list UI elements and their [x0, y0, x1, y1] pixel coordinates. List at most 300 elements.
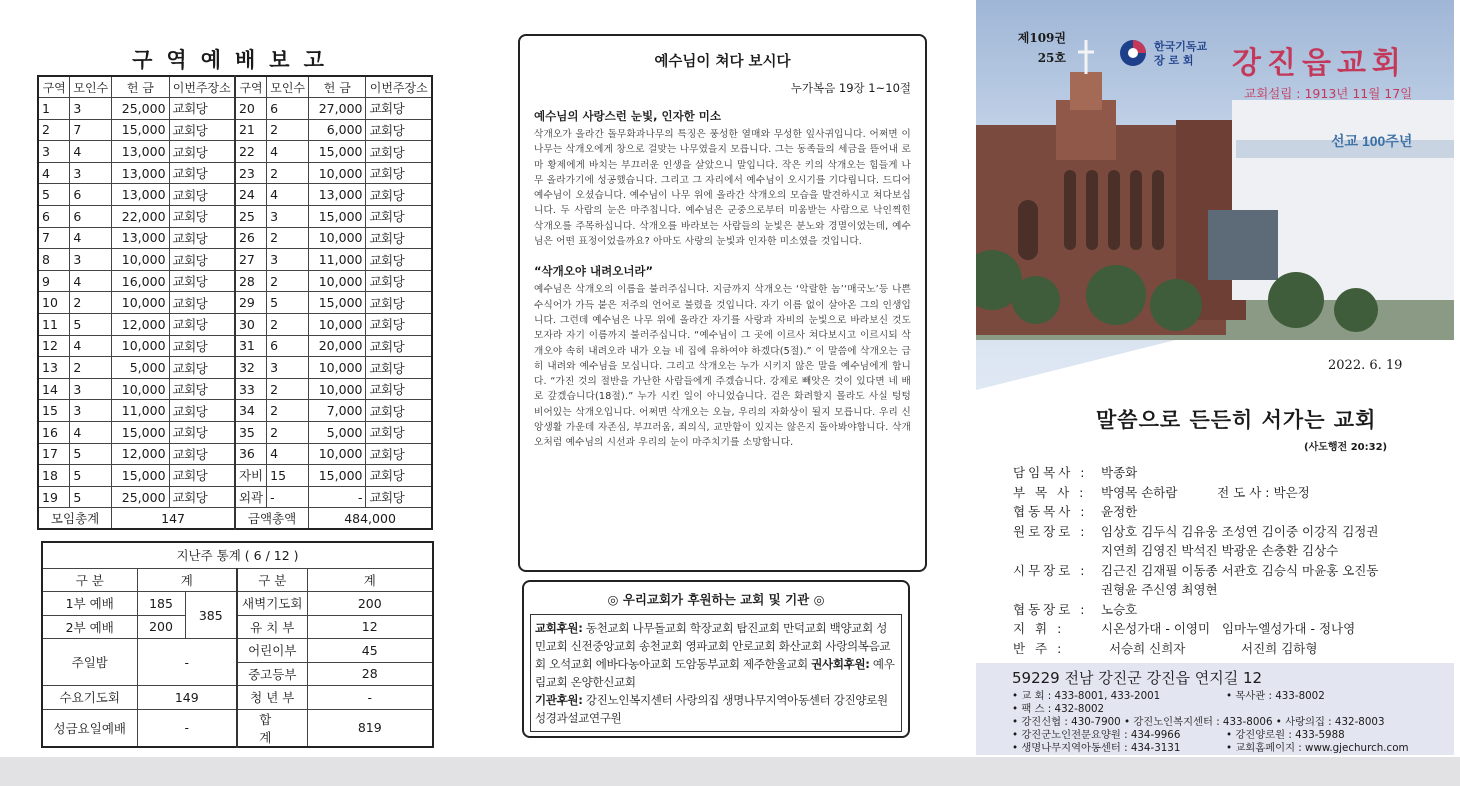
- contact-line: [1012, 690, 1442, 703]
- staff-row: [1013, 639, 1443, 659]
- report-cell: 10,000: [309, 270, 366, 292]
- report-cell: 22: [235, 141, 267, 163]
- report-cell: 5,000: [309, 422, 366, 444]
- supported-list: [530, 614, 902, 732]
- staff-role: 협동목사 :: [1013, 504, 1088, 519]
- report-cell: 35: [235, 422, 267, 444]
- scan-edge: [0, 757, 1460, 786]
- report-cell: 2: [70, 357, 112, 379]
- staff-row: [1013, 463, 1443, 483]
- report-cell: 3: [70, 249, 112, 271]
- report-cell: 교회당: [169, 162, 235, 184]
- report-header-row: [38, 76, 432, 98]
- report-cell: 교회당: [366, 486, 432, 508]
- report-row: [38, 443, 432, 465]
- sermon-title: 예수님이 쳐다 보시다: [654, 54, 791, 70]
- issue-label: 25호: [1037, 51, 1066, 65]
- report-cell: 교회당: [169, 335, 235, 357]
- stats-cell: 계: [137, 568, 237, 592]
- report-row: [38, 357, 432, 379]
- report-cell: 15,000: [112, 119, 169, 141]
- founding-date: 교회설립 : 1913년 11월 17일: [1244, 86, 1413, 101]
- support-category-label: 권사회후원:: [811, 657, 870, 671]
- report-cell: 교회당: [366, 422, 432, 444]
- report-cell: 교회당: [366, 443, 432, 465]
- stats-cell: 구 분: [237, 568, 307, 592]
- report-cell: 21: [235, 119, 267, 141]
- report-cell: 교회당: [169, 206, 235, 228]
- report-cell: 3: [267, 357, 309, 379]
- report-cell: 2: [267, 227, 309, 249]
- stats-cell: 구 분: [42, 568, 137, 592]
- contact-item[interactable]: • 교회홈페이지 : www.gjechurch.com: [1226, 742, 1409, 754]
- staff-names: 지연희 김영진 박석진 박광운 손충환 김상수: [1101, 543, 1339, 558]
- report-cell: 교회당: [169, 422, 235, 444]
- support-category-text: 예우림교회 온양한신교회: [535, 657, 895, 689]
- staff-role: 담임목사 :: [1013, 465, 1088, 480]
- staff-row: [1013, 619, 1443, 639]
- report-cell: 11: [38, 314, 70, 336]
- report-cell: 7: [38, 227, 70, 249]
- report-cell: 교회당: [169, 184, 235, 206]
- stats-cell: 1부 예배: [42, 592, 137, 616]
- stats-cell: -: [307, 686, 433, 710]
- staff-role: 시무장로 :: [1013, 562, 1088, 578]
- stats-row: [42, 709, 433, 747]
- report-row: [38, 162, 432, 184]
- staff-row: [1013, 561, 1443, 581]
- report-cell: 16,000: [112, 270, 169, 292]
- report-cell: 교회당: [366, 184, 432, 206]
- report-row: [38, 98, 432, 120]
- staff-names: 김근진 김재필 이동종 서관호 김승식 마윤홍 오진동: [1101, 562, 1379, 578]
- report-cell: 교회당: [366, 335, 432, 357]
- contact-line: [1012, 703, 1442, 716]
- report-cell: 교회당: [169, 443, 235, 465]
- report-cell: 13,000: [112, 184, 169, 206]
- report-cell: 10,000: [309, 227, 366, 249]
- report-cell: 15,000: [309, 206, 366, 228]
- report-cell: 7,000: [309, 400, 366, 422]
- support-category-text: 강진노인복지센터 사랑의집 생명나무지역아동센터 강진양로원 성경과설교연구원: [535, 693, 888, 725]
- report-cell: 31: [235, 335, 267, 357]
- church-name: 강진읍교회: [1232, 46, 1407, 81]
- report-cell: 3: [38, 141, 70, 163]
- report-cell: 13,000: [112, 227, 169, 249]
- report-cell: 자비: [235, 465, 267, 487]
- report-cell: 13: [38, 357, 70, 379]
- report-cell: 교회당: [169, 400, 235, 422]
- report-cell: 2: [267, 119, 309, 141]
- report-cell: 외곽: [235, 486, 267, 508]
- report-cell: 교회당: [366, 98, 432, 120]
- report-cell: 26: [235, 227, 267, 249]
- report-cell: 27: [235, 249, 267, 271]
- volume-number: [1004, 28, 1066, 68]
- staff-row: [1013, 483, 1443, 503]
- denomination: [1154, 40, 1224, 68]
- total-amount: 484,000: [309, 508, 432, 530]
- report-cell: 28: [235, 270, 267, 292]
- sermon-box: [518, 34, 927, 572]
- report-cell: 12: [38, 335, 70, 357]
- report-cell: 4: [70, 335, 112, 357]
- report-cell: 15,000: [309, 292, 366, 314]
- stats-cell: 수요기도회: [42, 686, 137, 710]
- report-cell: 33: [235, 378, 267, 400]
- stats-row: [42, 568, 433, 592]
- volume-label: 제109권: [1017, 31, 1066, 45]
- report-cell: 4: [267, 141, 309, 163]
- report-cell: 4: [70, 227, 112, 249]
- stats-cell: 385: [185, 592, 237, 639]
- contact-item: • 강진신협 : 430-7900 • 강진노인복지센터 : 433-8006 • 사랑의집 : 432-8003: [1012, 716, 1385, 728]
- staff-row: [1013, 600, 1443, 620]
- stats-cell: 중고등부: [237, 662, 307, 686]
- report-row: [38, 227, 432, 249]
- report-cell: 교회당: [169, 486, 235, 508]
- total-count: 147: [112, 508, 235, 530]
- stats-row: [42, 639, 433, 663]
- church-logo-icon: [1119, 39, 1147, 67]
- stats-cell: 유 치 부: [237, 615, 307, 639]
- report-cell: 34: [235, 400, 267, 422]
- report-cell: 6: [70, 206, 112, 228]
- report-cell: 15,000: [309, 141, 366, 163]
- bulletin-date: 2022. 6. 19: [1328, 358, 1403, 373]
- report-cell: 교회당: [366, 270, 432, 292]
- report-cell: 10,000: [112, 335, 169, 357]
- stats-row: [42, 592, 433, 616]
- report-cell: 4: [70, 141, 112, 163]
- report-cell: 13,000: [112, 162, 169, 184]
- report-row: [38, 314, 432, 336]
- contact-item: • 생명나무지역아동센터 : 434-3131: [1012, 742, 1181, 754]
- report-cell: 10,000: [309, 357, 366, 379]
- stats-cell: -: [137, 639, 237, 686]
- report-cell: 12,000: [112, 443, 169, 465]
- sermon-paragraph-2: 예수님은 삭개오의 이름을 불러주십니다. 지금까지 삭개오는 ‘악랄한 놈’‘매국노’등 나쁜 수식어가 가득 붙은 저주의 언어로 불렸을 것입니다. 자기 이름 없이 살아온 그의 인생입니다. 그런데 예수님은 나무 위에 올라간 자기를 사랑과 자비의 눈빛으로 바라보신 것도 모자라 자기 이름까지 불러주십니다. “예수님이 그 곳에 이르사 쳐다보시고 이르시되 삭개오야 속히 내려오라 내가 오늘 네 집에 유하여야 하겠다(5절).” 이 말씀에 삭개오는 급히 내려와 예수님을 모십니다. 그리고 삭개오는 누가 시키지 않은 말을 예수님에게 합니다. “가진 것의 절반을 가난한 사람들에게 주겠습니다. 강제로 빼앗은 것이 있다면 네 배로 갚겠습니다(18절).” 누가 시킨 일이 아니었습니다. 겉은 화려할지 몰라도 사실 텅텅 비어있는 삭개오입니다. 어쩌면 삭개오는 오늘, 우리의 자화상이 될지 모릅니다. 우리 신앙생활 가운데 자존심, 부끄러움, 죄의식, 교만함이 있지는 않은지 돌아봐야합니다. 삭개오처럼 예수님의 시선과 우리의 눈이 마주치기를 소망합니다.: [534, 284, 911, 449]
- report-cell: 5: [70, 465, 112, 487]
- staff-names: 시온성가대 - 이영미 임마누엘성가대 - 정나영: [1101, 621, 1356, 636]
- report-cell: 4: [38, 162, 70, 184]
- report-row: [38, 378, 432, 400]
- report-cell: 29: [235, 292, 267, 314]
- report-row: [38, 206, 432, 228]
- report-cell: 10,000: [112, 378, 169, 400]
- stats-row: [42, 686, 433, 710]
- report-cell: 교회당: [366, 292, 432, 314]
- contact-line: [1012, 742, 1442, 755]
- report-cell: 교회당: [169, 314, 235, 336]
- left-panel: [0, 0, 470, 757]
- staff-row: [1013, 580, 1443, 600]
- contact-item: • 강진군노인전문요양원 : 434-9966: [1012, 729, 1181, 741]
- report-cell: 교회당: [366, 249, 432, 271]
- stats-cell: 2부 예배: [42, 615, 137, 639]
- report-cell: 교회당: [366, 206, 432, 228]
- report-body: [38, 98, 432, 508]
- supported-churches-box: [522, 580, 910, 738]
- report-cell: 5: [70, 486, 112, 508]
- stats-cell: 새벽기도회: [237, 592, 307, 616]
- stats-cell: 28: [307, 662, 433, 686]
- report-cell: 3: [267, 206, 309, 228]
- report-cell: 24: [235, 184, 267, 206]
- report-cell: 11,000: [309, 249, 366, 271]
- report-cell: 교회당: [169, 378, 235, 400]
- report-cell: 27,000: [309, 98, 366, 120]
- staff-role: [1013, 541, 1101, 561]
- report-cell: 15,000: [112, 465, 169, 487]
- report-cell: 7: [70, 119, 112, 141]
- staff-names: 박영목 손하람 전 도 사 : 박은정: [1101, 484, 1310, 500]
- report-cell: 2: [267, 162, 309, 184]
- report-cell: 1: [38, 98, 70, 120]
- report-cell: 교회당: [169, 98, 235, 120]
- sermon-subheading-2: “삭개오야 내려오너라”: [534, 264, 654, 279]
- report-cell: 11,000: [112, 400, 169, 422]
- report-cell: 20,000: [309, 335, 366, 357]
- staff-role: 원로장로 :: [1013, 523, 1088, 539]
- report-cell: 6: [267, 98, 309, 120]
- report-cell: 3: [70, 162, 112, 184]
- report-cell: 교회당: [366, 357, 432, 379]
- report-row: [38, 292, 432, 314]
- cover-panel: [976, 0, 1454, 757]
- motto-reference: (사도행전 20:32): [1304, 442, 1388, 453]
- header-cell: 헌 금: [112, 76, 169, 98]
- report-cell: 교회당: [169, 292, 235, 314]
- report-cell: 3: [70, 400, 112, 422]
- report-cell: 5: [70, 314, 112, 336]
- cell-worship-report-title: 구역예배보고: [132, 47, 338, 72]
- report-cell: 교회당: [169, 249, 235, 271]
- staff-role: 협동장로 :: [1013, 601, 1088, 617]
- total-amount-label: 금액총액: [235, 508, 309, 530]
- stats-cell: 성금요일예배: [42, 709, 137, 747]
- stats-cell: -: [137, 709, 237, 747]
- report-cell: 교회당: [169, 227, 235, 249]
- report-cell: 6: [267, 335, 309, 357]
- report-row: [38, 465, 432, 487]
- report-row: [38, 119, 432, 141]
- report-row: [38, 141, 432, 163]
- report-cell: 15: [38, 400, 70, 422]
- report-cell: 10,000: [309, 443, 366, 465]
- header-cell: 이번주장소: [169, 76, 235, 98]
- report-cell: 교회당: [366, 465, 432, 487]
- sermon-panel: [490, 0, 960, 757]
- report-cell: 19: [38, 486, 70, 508]
- report-cell: 25: [235, 206, 267, 228]
- report-cell: 2: [267, 378, 309, 400]
- report-cell: 5: [70, 443, 112, 465]
- denomination-line-2: 장 로 회: [1154, 54, 1194, 67]
- stats-cell: 45: [307, 639, 433, 663]
- stats-cell: 계: [307, 568, 433, 592]
- contact-line: [1012, 716, 1442, 729]
- report-cell: 10,000: [309, 378, 366, 400]
- report-cell: 6: [38, 206, 70, 228]
- stats-cell: 합 계: [237, 709, 307, 747]
- stats-cell: 819: [307, 709, 433, 747]
- staff-names: 권형윤 주신영 최영현: [1101, 582, 1218, 597]
- staff-names: 서승희 신희자 서진희 김하형: [1101, 640, 1318, 656]
- report-cell: 6,000: [309, 119, 366, 141]
- contact-item: • 강진양로원 : 433-5988: [1226, 729, 1345, 741]
- report-cell: 교회당: [366, 378, 432, 400]
- header-cell: 모인수: [70, 76, 112, 98]
- total-label: 모임총계: [38, 508, 112, 530]
- report-cell: 14: [38, 378, 70, 400]
- report-cell: 교회당: [169, 119, 235, 141]
- support-category-text: 동천교회 나무돌교회 학장교회 탐진교회 만덕교회 백양교회 성민교회 신전중앙교회 송천교회 영파교회 안로교회 화산교회 사랑의복음교회 오석교회 에바다농아교회 도암동부교회 제주한울교회: [535, 621, 891, 671]
- report-cell: 10: [38, 292, 70, 314]
- staff-row: [1013, 502, 1443, 522]
- staff-role: 반 주 :: [1013, 640, 1065, 656]
- report-cell: -: [309, 486, 366, 508]
- denomination-line-1: 한국기독교: [1154, 40, 1208, 53]
- report-cell: 4: [70, 422, 112, 444]
- report-cell: 17: [38, 443, 70, 465]
- mission-banner: 선교 100주년: [1331, 133, 1413, 149]
- report-cell: 25,000: [112, 486, 169, 508]
- contact-line: [1012, 729, 1442, 742]
- support-category-label: 기관후원:: [535, 693, 583, 707]
- stats-title: 지난주 통계 ( 6 / 12 ): [42, 542, 433, 568]
- staff-role: [1013, 580, 1101, 600]
- weekly-stats-table: [41, 541, 434, 748]
- report-cell: 13,000: [112, 141, 169, 163]
- stats-cell: 200: [307, 592, 433, 616]
- contact-item: • 팩 스 : 432-8002: [1012, 703, 1105, 715]
- stats-title-row: [42, 542, 433, 568]
- report-cell: 9: [38, 270, 70, 292]
- report-row: [38, 270, 432, 292]
- report-cell: 4: [267, 184, 309, 206]
- report-cell: 교회당: [366, 119, 432, 141]
- report-cell: 교회당: [169, 270, 235, 292]
- contact-box: [976, 663, 1454, 755]
- staff-list: [1013, 463, 1443, 658]
- report-cell: 13,000: [309, 184, 366, 206]
- report-cell: 5: [267, 292, 309, 314]
- scripture-reference: 누가복음 19장 1~10절: [790, 81, 911, 95]
- report-cell: 12,000: [112, 314, 169, 336]
- report-cell: 20: [235, 98, 267, 120]
- report-cell: 교회당: [366, 400, 432, 422]
- header-cell: 구역: [235, 76, 267, 98]
- report-cell: 23: [235, 162, 267, 184]
- report-cell: 10,000: [112, 292, 169, 314]
- report-cell: 15: [267, 465, 309, 487]
- report-cell: 2: [267, 400, 309, 422]
- staff-row: [1013, 541, 1443, 561]
- staff-names: 윤정한: [1101, 504, 1138, 519]
- church-photo: [976, 0, 1454, 390]
- report-cell: 10,000: [112, 249, 169, 271]
- report-row: [38, 249, 432, 271]
- report-row: [38, 400, 432, 422]
- stats-row: [42, 615, 433, 639]
- report-cell: -: [267, 486, 309, 508]
- report-cell: 5,000: [112, 357, 169, 379]
- staff-names: 임상호 김두식 김유웅 조성연 김이중 이강직 김정권: [1101, 523, 1379, 539]
- staff-names: 박종화: [1101, 465, 1138, 480]
- sermon-paragraph-1: 삭개오가 올라간 돌무화과나무의 특징은 풍성한 열매와 무성한 잎사귀입니다. 어쩌면 이 나무는 삭개오에게 창으로 걸맞는 나무였을지 모릅니다. 그는 동족들의 세금을 뜯어내 로마 황제에게 바치는 부끄러운 인생을 살았으니 말입니다. 작은 키의 삭개오는 힘들게 나무 올라가기에 성공했습니다. 그리고 그 자리에서 예수님이 오시기를 기다립니다. 드디어 예수님이 오셨습니다. 예수님이 나무 위에 올라간 삭개오의 모습을 발견하시고 쳐다보십니다. 두 사람의 눈은 마주칩니다. 예수님은 군중으로부터 미움받는 사람으로 낙인찍힌 삭개오를 주목하십니다. 삭개오를 바라보는 사람들의 눈빛은 분노와 경멸이었는데, 예수님은 어떤 표정이었을까요? 아마도 사랑의 눈빛과 인자한 미소였을 것입니다.: [534, 129, 911, 248]
- stats-cell: 주일밤: [42, 639, 137, 686]
- report-row: [38, 335, 432, 357]
- report-cell: 22,000: [112, 206, 169, 228]
- report-cell: 36: [235, 443, 267, 465]
- report-cell: 교회당: [366, 162, 432, 184]
- report-cell: 18: [38, 465, 70, 487]
- header-cell: 구역: [38, 76, 70, 98]
- contact-list: [1012, 690, 1442, 755]
- staff-role: 부 목 사 :: [1013, 484, 1087, 500]
- report-cell: 교회당: [169, 357, 235, 379]
- stats-cell: 149: [137, 686, 237, 710]
- cell-worship-report-table: [37, 75, 433, 530]
- report-cell: 2: [267, 270, 309, 292]
- report-cell: 2: [38, 119, 70, 141]
- contact-item: • 교 회 : 433-8001, 433-2001: [1012, 690, 1161, 702]
- report-cell: 3: [267, 249, 309, 271]
- stats-cell: 185: [137, 592, 185, 616]
- stats-cell: 12: [307, 615, 433, 639]
- stats-cell: 200: [137, 615, 185, 639]
- stats-cell: 어린이부: [237, 639, 307, 663]
- staff-role: 지 휘 :: [1013, 621, 1065, 636]
- report-total-row: [38, 508, 432, 530]
- report-cell: 2: [70, 292, 112, 314]
- report-cell: 교회당: [366, 314, 432, 336]
- report-cell: 3: [70, 378, 112, 400]
- report-cell: 2: [267, 422, 309, 444]
- report-cell: 8: [38, 249, 70, 271]
- sermon-subheading-1: 예수님의 사랑스런 눈빛, 인자한 미소: [534, 109, 722, 123]
- report-cell: 4: [70, 270, 112, 292]
- support-category-label: 교회후원:: [535, 621, 583, 635]
- staff-names: 노승호: [1101, 601, 1138, 617]
- report-cell: 교회당: [366, 227, 432, 249]
- report-cell: 5: [38, 184, 70, 206]
- church-address: 59229 전남 강진군 강진읍 연지길 12: [1012, 669, 1263, 687]
- header-cell: 모인수: [267, 76, 309, 98]
- contact-item: • 목사관 : 433-8002: [1226, 690, 1325, 702]
- report-cell: 3: [70, 98, 112, 120]
- report-cell: 16: [38, 422, 70, 444]
- report-cell: 15,000: [112, 422, 169, 444]
- supported-title: ◎ 우리교회가 후원하는 교회 및 기관 ◎: [607, 592, 825, 607]
- report-cell: 32: [235, 357, 267, 379]
- report-row: [38, 422, 432, 444]
- report-cell: 6: [70, 184, 112, 206]
- report-cell: 교회당: [169, 465, 235, 487]
- report-cell: 15,000: [309, 465, 366, 487]
- staff-row: [1013, 522, 1443, 542]
- report-row: [38, 184, 432, 206]
- report-cell: 30: [235, 314, 267, 336]
- header-cell: 헌 금: [309, 76, 366, 98]
- report-row: [38, 486, 432, 508]
- report-cell: 25,000: [112, 98, 169, 120]
- stats-cell: 청 년 부: [237, 686, 307, 710]
- report-cell: 교회당: [169, 141, 235, 163]
- report-cell: 10,000: [309, 314, 366, 336]
- report-cell: 교회당: [366, 141, 432, 163]
